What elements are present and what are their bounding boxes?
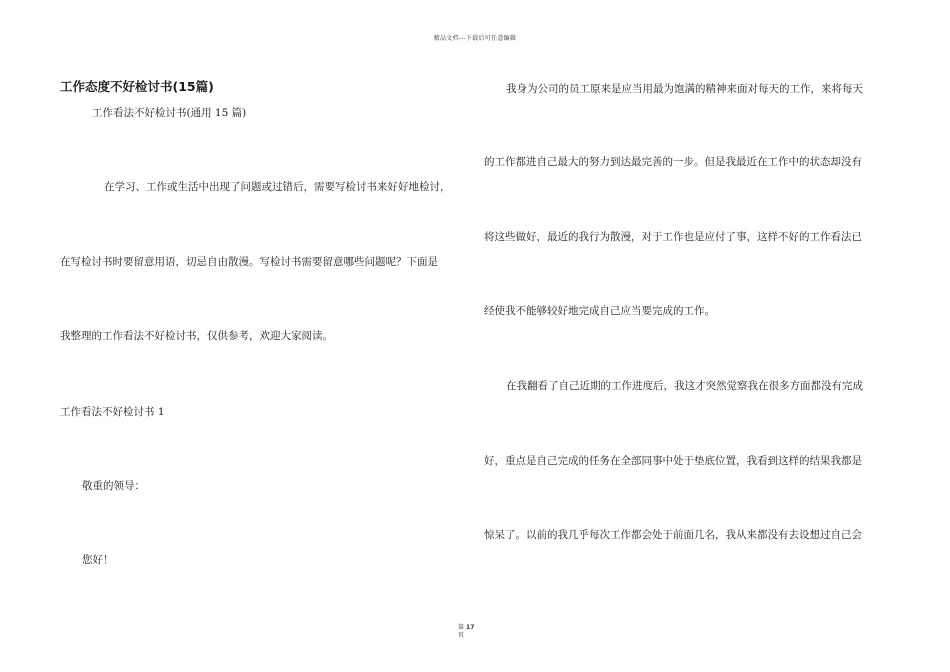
- intro-paragraph-line: 在写检讨书时要留意用语，切忌自由散漫。写检讨书需要留意哪些问题呢？下面是: [60, 256, 438, 268]
- body-paragraph-line: 我身为公司的员工原来是应当用最为饱满的精神来面对每天的工作，来将每天: [506, 83, 863, 95]
- intro-paragraph-line: 在学习、工作或生活中出现了问题或过错后，需要写检讨书来好好地检讨，: [104, 181, 451, 193]
- document-subtitle: 工作看法不好检讨书(通用 15 篇): [92, 107, 247, 119]
- document-title: 工作态度不好检讨书(15篇): [60, 79, 214, 94]
- salutation: 敬重的领导：: [82, 480, 145, 492]
- body-paragraph-line: 惊呆了。以前的我几乎每次工作都会处于前面几名，我从来都没有去设想过自己会: [484, 529, 862, 541]
- body-paragraph-line: 将这些做好，最近的我行为散漫，对于工作也是应付了事，这样不好的工作看法已: [484, 231, 862, 243]
- body-paragraph-line: 经使我不能够较好地完成自己应当要完成的工作。: [484, 305, 715, 317]
- page-footer: [458, 624, 474, 640]
- page-prefix: 第: [458, 624, 465, 631]
- body-paragraph-line: 在我翻看了自己近期的工作进度后，我这才突然觉察我在很多方面都没有完成: [506, 380, 863, 392]
- page-number: 17: [466, 624, 475, 631]
- body-paragraph-line: 好，重点是自己完成的任务在全部同事中处于垫底位置，我看到这样的结果我都是: [484, 455, 862, 467]
- intro-paragraph-line: 我整理的工作看法不好检讨书，仅供参考，欢迎大家阅读。: [60, 330, 333, 342]
- page-suffix: 页: [458, 632, 465, 639]
- section-heading: 工作看法不好检讨书 1: [60, 406, 165, 418]
- greeting: 您好！: [82, 554, 114, 566]
- body-paragraph-line: 的工作都进自己最大的努力到达最完善的一步。但是我最近在工作中的状态却没有: [484, 156, 862, 168]
- header-note: 精品文档---下载后可任意编辑: [433, 35, 517, 42]
